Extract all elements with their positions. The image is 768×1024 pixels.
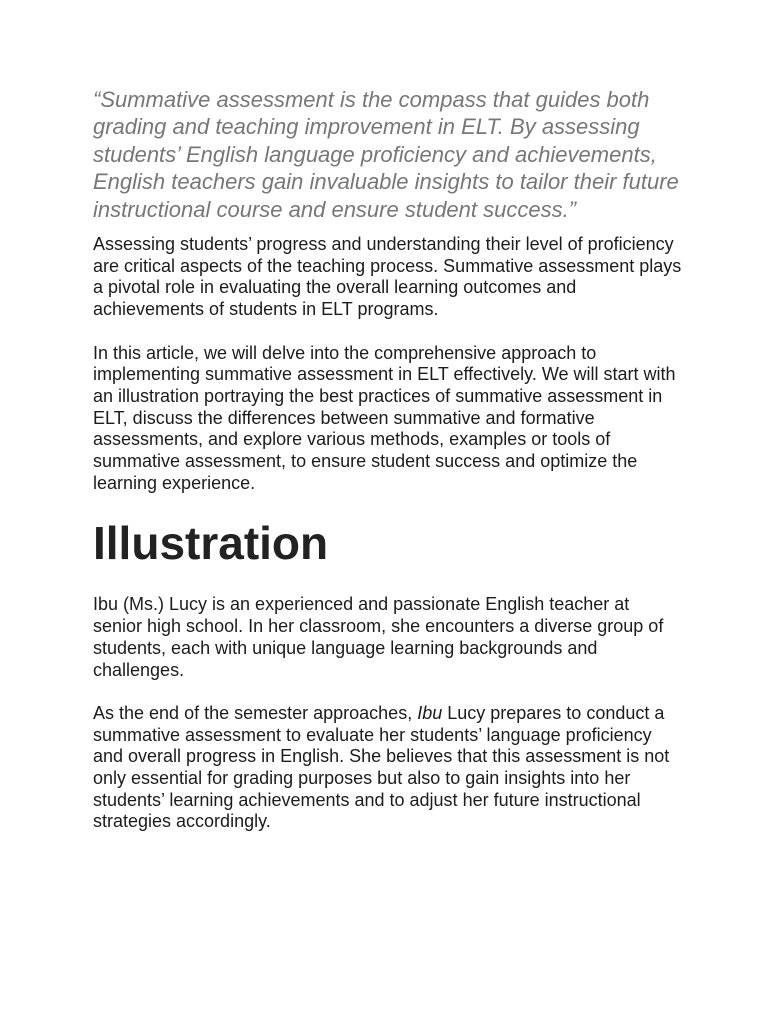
illustration-paragraph-2	[93, 703, 683, 833]
illustration-paragraph-1: Ibu (Ms.) Lucy is an experienced and passionate English teacher at senior high school. In her classroom, she encounters a diverse group of students, each with unique language learning backgrounds and challenges.	[93, 594, 664, 680]
article	[93, 86, 683, 833]
intro-paragraph-2: In this article, we will delve into the comprehensive approach to implementing summative assessment in ELT effectively. We will start with an illustration portraying the best practices of summative assessment in ELT, discuss the differences between summative and formative assessments, and explore various methods, examples or tools of summative assessment, to ensure student success and optimize the learning experience.	[93, 342, 676, 493]
intro-paragraph-1: Assessing students’ progress and understanding their level of proficiency are critical aspects of the teaching process. Summative assessment plays a pivotal role in evaluating the overall learning outcomes and achievements of students in ELT programs.	[93, 234, 682, 320]
paragraph-text-rest: Lucy prepares to conduct a summative assessment to evaluate her students’ language proficiency and overall progress in English. She believes that this assessment is not only essential for grading purposes but also to gain insights into her students’ learning achievements and to adjust her future instructional strategies accordingly.	[93, 702, 670, 832]
section-heading-illustration: Illustration	[93, 517, 329, 570]
pull-quote: “Summative assessment is the compass that guides both grading and teaching improvement in ELT. By assessing students’ English language proficiency and achievements, English teachers gain invaluable insights to tailor their future instructional course and ensure student success.”	[93, 87, 679, 222]
paragraph-text-lead: As the end of the semester approaches,	[93, 702, 418, 723]
emphasized-honorific: Ibu	[417, 702, 443, 723]
